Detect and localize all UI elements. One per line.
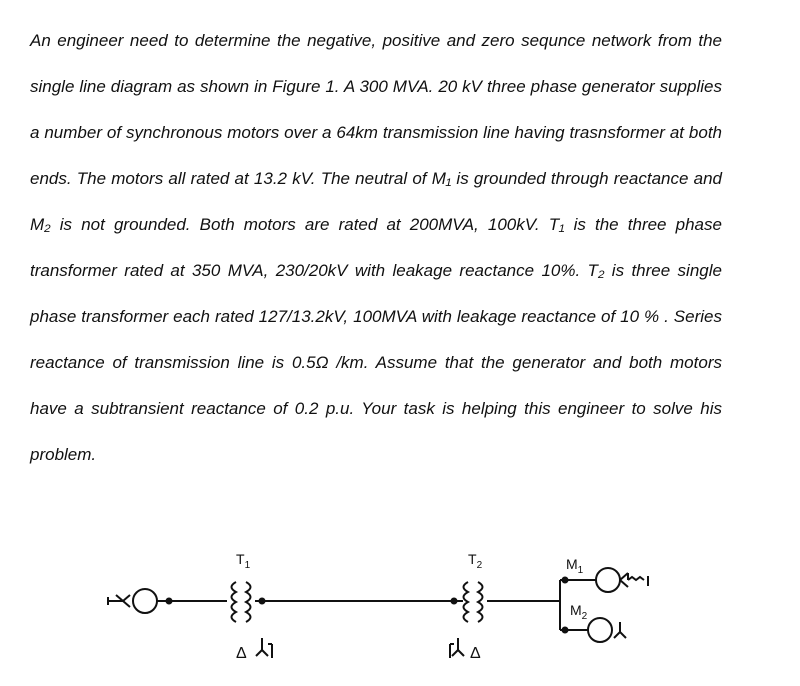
problem-line: from the single line diagram as shown in Figure 1. A 300 MVA. 20 kV three [30, 31, 722, 96]
t2-delta-winding: Δ [470, 645, 481, 662]
t2-transformer-symbol [454, 582, 560, 622]
m1-label: $M_1$ [566, 556, 584, 576]
problem-line: rated at 350 MVA, 230/20kV with leakage reactance 10%. T₂ is three single [124, 261, 722, 280]
m1-wye-reactance-ground-icon [620, 573, 648, 587]
bus-node [167, 599, 172, 604]
t1-delta-winding: Δ [236, 645, 247, 662]
bus-node [563, 578, 568, 583]
problem-line: kV. The neutral of M₁ is grounded through reactance and M₂ is not grounded. [30, 169, 722, 234]
t1-wye-ground-icon [256, 638, 272, 658]
bus-node [563, 628, 568, 633]
single-line-diagram [0, 540, 800, 686]
t2-label: $T_2$ [468, 551, 483, 571]
problem-statement [30, 18, 722, 478]
m2-wye-ungrounded-icon [614, 622, 626, 638]
problem-line: phase generator supplies a number of synchronous motors over a 64km [30, 77, 722, 142]
generator-wye-ground-icon [108, 595, 130, 607]
problem-line: transmission line having trasnsformer at both ends. The motors all rated at 13.2 [30, 123, 722, 188]
problem-line: is helping this engineer to solve his problem. [30, 399, 722, 464]
problem-line: phase transformer each rated 127/13.2kV, 100MVA with leakage reactance of [30, 307, 616, 326]
t1-label: $T_1$ [236, 551, 251, 571]
generator-symbol [133, 589, 157, 613]
m2-label: $M_2$ [570, 602, 588, 622]
problem-line: 10 % . Series reactance of transmission line is 0.5Ω /km. Assume that the [30, 307, 722, 372]
problem-line: generator and both motors have a subtransient reactance of 0.2 p.u. Your task [30, 353, 722, 418]
motor-m2-symbol [588, 618, 612, 642]
t2-wye-ground-icon [450, 638, 464, 658]
problem-line: An engineer need to determine the negative, positive and zero sequnce network [30, 31, 652, 50]
motor-m1-symbol [596, 568, 620, 592]
t1-transformer-symbol [225, 582, 262, 622]
problem-line: Both motors are rated at 200MVA, 100kV. T₁ is the three phase transformer [30, 215, 722, 280]
